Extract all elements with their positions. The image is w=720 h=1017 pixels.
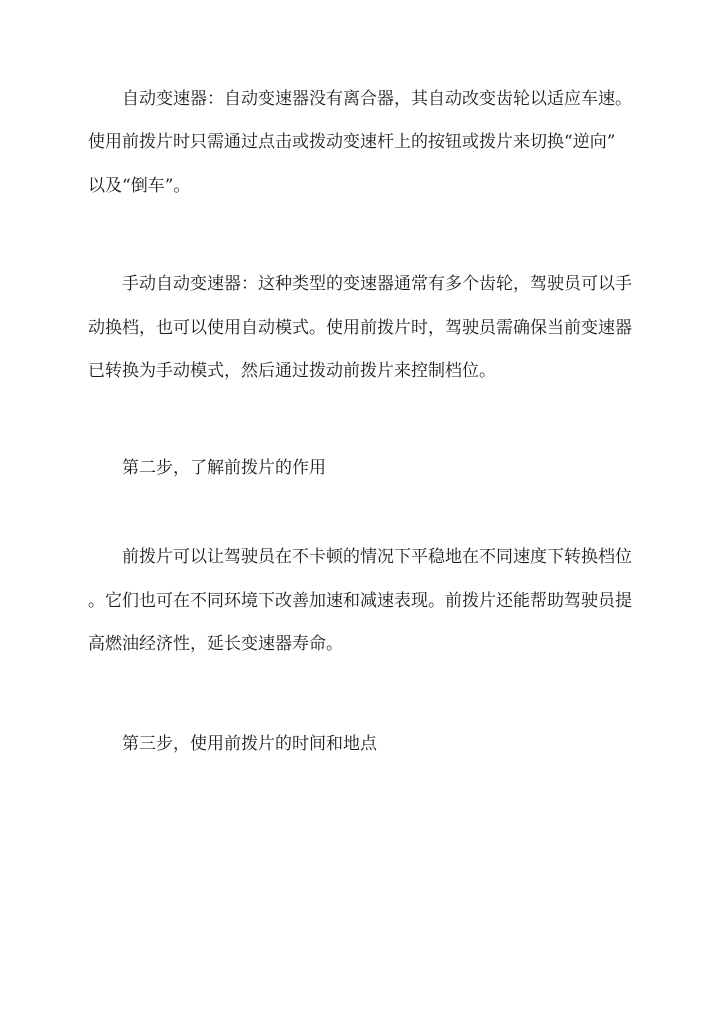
section-heading: 第三步，使用前拨片的时间和地点	[122, 734, 377, 754]
text-line: 自动变速器：自动变速器没有离合器，其自动改变齿轮以适应车速。	[122, 89, 632, 109]
section-heading: 第二步，了解前拨片的作用	[122, 458, 326, 478]
text-line: 前拨片可以让驾驶员在不卡顿的情况下平稳地在不同速度下转换档位	[122, 547, 632, 567]
text-line: 以及“倒车”。	[88, 176, 191, 196]
text-line: 已转换为手动模式，然后通过拨动前拨片来控制档位。	[88, 361, 496, 381]
text-line: 手动自动变速器：这种类型的变速器通常有多个齿轮，驾驶员可以手	[122, 274, 632, 294]
text-line: 。它们也可在不同环境下改善加速和减速表现。前拨片还能帮助驾驶员提	[88, 591, 632, 611]
text-line: 高燃油经济性，延长变速器寿命。	[88, 634, 343, 654]
text-line: 动换档，也可以使用自动模式。使用前拨片时，驾驶员需确保当前变速器	[88, 318, 632, 338]
text-line: 使用前拨片时只需通过点击或拨动变速杆上的按钮或拨片来切换“逆向”	[88, 132, 616, 152]
